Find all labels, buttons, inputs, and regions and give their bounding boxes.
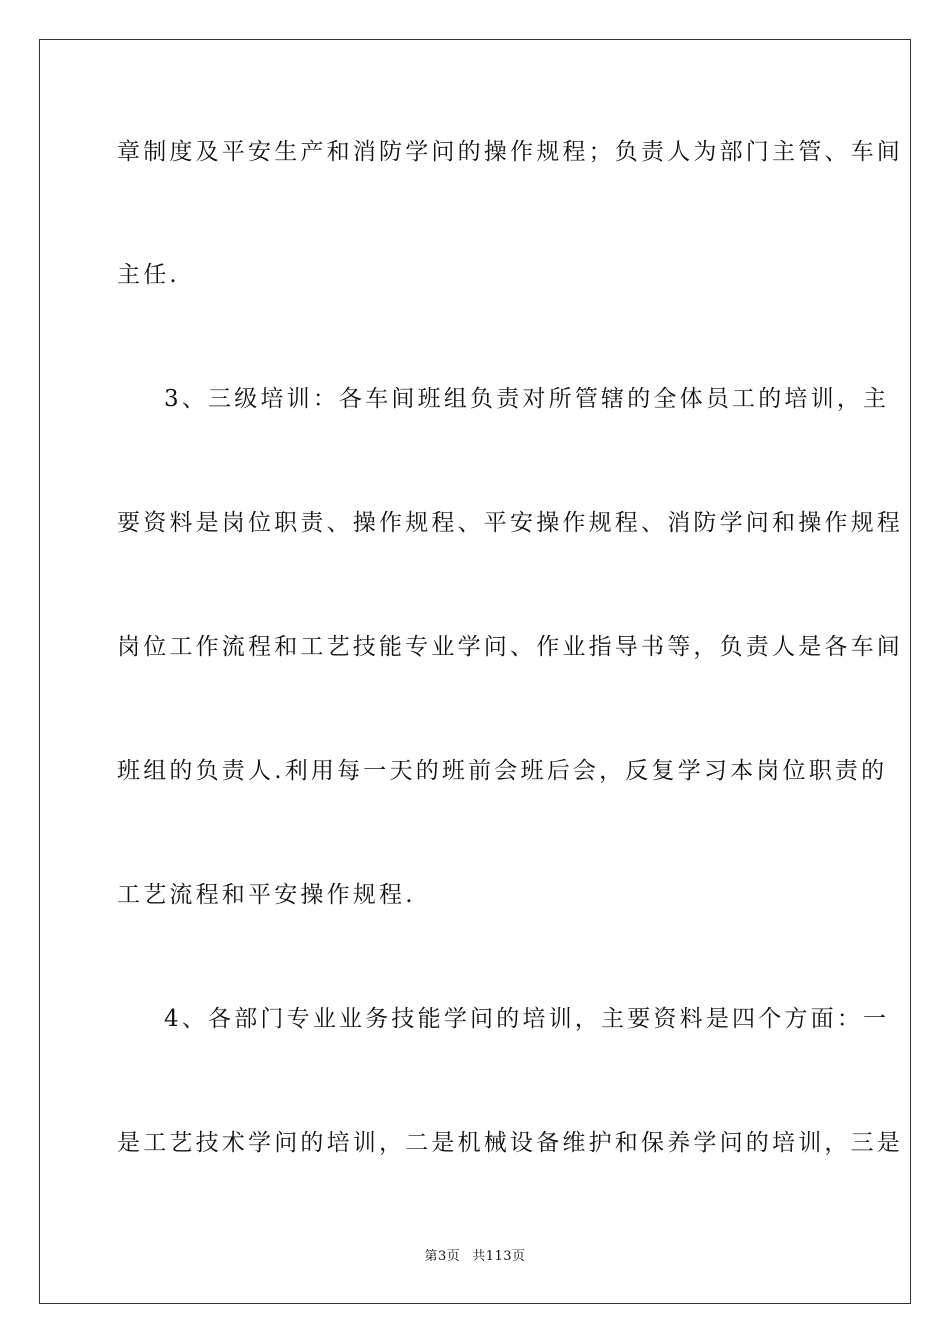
total-pages: 共113页 [472, 1249, 526, 1264]
page-footer [0, 1249, 950, 1265]
body-line-2: 主任. [117, 262, 180, 288]
page-number: 第3页 [424, 1249, 461, 1264]
body-line-8: 4、各部门专业业务技能学问的培训，主要资料是四个方面：一 [164, 1006, 890, 1032]
body-line-7: 工艺流程和平安操作规程. [117, 882, 416, 908]
body-line-4: 要资料是岗位职责、操作规程、平安操作规程、消防学问和操作规程 [117, 510, 903, 536]
body-line-5: 岗位工作流程和工艺技能专业学问、作业指导书等，负责人是各车间 [117, 634, 903, 660]
body-line-3: 3、三级培训：各车间班组负责对所管辖的全体员工的培训，主 [164, 386, 890, 412]
body-line-1: 章制度及平安生产和消防学问的操作规程；负责人为部门主管、车间 [117, 139, 903, 165]
page-border [39, 39, 911, 1304]
body-line-6: 班组的负责人.利用每一天的班前会班后会，反复学习本岗位职责的 [117, 758, 888, 784]
body-line-9: 是工艺技术学问的培训，二是机械设备维护和保养学问的培训，三是 [117, 1130, 903, 1156]
